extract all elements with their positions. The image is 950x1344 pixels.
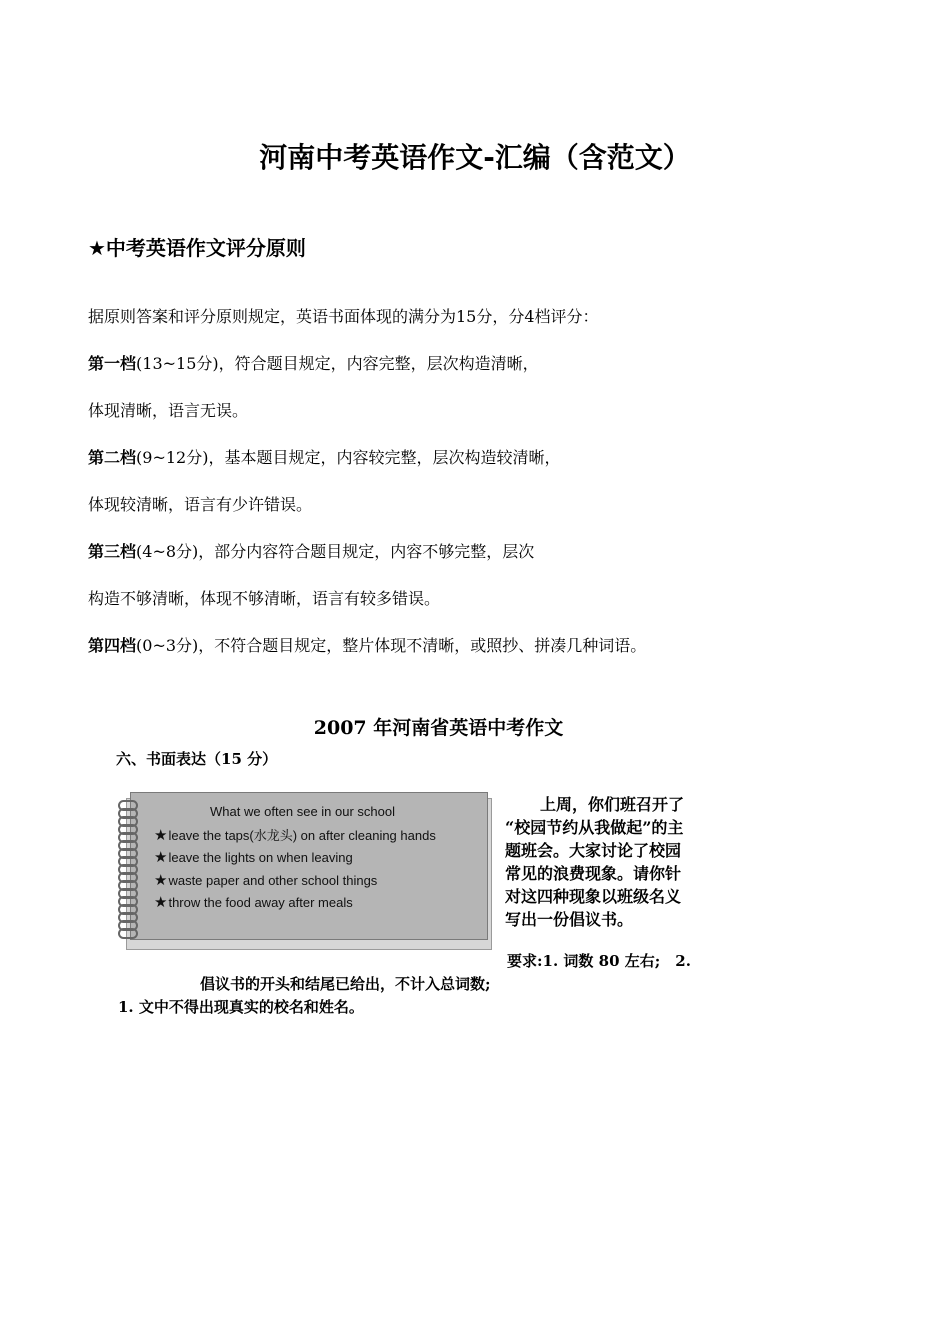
task-heading: 六、书面表达（15 分） — [116, 750, 278, 768]
grade-1-continuation: 体现清晰，语言无误。 — [88, 401, 249, 420]
notepad-item — [154, 848, 353, 866]
star-icon: ★ — [154, 872, 168, 889]
grade-2-continuation: 体现较清晰，语言有少许错误。 — [88, 495, 313, 514]
section-heading: ★中考英语作文评分原则 — [88, 236, 306, 260]
notepad-item-text: throw the food away after meals — [168, 895, 353, 910]
grade-1-range: (13~15分) — [136, 354, 219, 373]
spiral-ring — [118, 928, 138, 939]
requirement-line: 要求:1. 词数 80 左右; 2. — [507, 952, 691, 970]
grade-3-range: (4~8分) — [136, 542, 199, 561]
notepad-image — [116, 790, 491, 950]
notepad-item-text: leave the taps(水龙头) on after cleaning hands — [168, 828, 436, 843]
requirement-line: 倡议书的开头和结尾已给出，不计入总词数; — [200, 975, 491, 993]
grade-2-text: ，基本题目规定，内容较完整，层次构造较清晰， — [208, 448, 561, 467]
notepad-heading: What we often see in our school — [210, 804, 395, 819]
task-description-line: 上周，你们班召开了 — [540, 795, 685, 814]
notepad-item — [154, 825, 436, 844]
grade-4-text: ，不符合题目规定，整片体现不清晰，或照抄、拼凑几种词语。 — [198, 636, 647, 655]
notepad-item-text: leave the lights on when leaving — [168, 850, 353, 865]
grade-2-line — [88, 445, 560, 468]
task-description-line: 写出一份倡议书。 — [505, 910, 634, 929]
star-icon: ★ — [154, 849, 168, 866]
notepad-item-text: waste paper and other school things — [168, 873, 378, 888]
grade-3-text: ，部分内容符合题目规定，内容不够完整，层次 — [198, 542, 535, 561]
grade-2-label: 第二档 — [88, 448, 137, 467]
grade-3-continuation: 构造不够清晰，体现不够清晰，语言有较多错误。 — [88, 589, 441, 608]
document-title: 河南中考英语作文-汇编（含范文） — [259, 141, 691, 174]
grade-4-range: (0~3分) — [136, 636, 199, 655]
grade-4-line — [88, 633, 646, 656]
requirement-line: 1. 文中不得出现真实的校名和姓名。 — [118, 998, 364, 1016]
star-icon: ★ — [154, 894, 168, 911]
task-description-line: 常见的浪费现象。请你针 — [505, 864, 682, 883]
notepad-item — [154, 893, 353, 911]
grade-1-line — [88, 351, 539, 374]
task-description-line: 题班会。大家讨论了校园 — [505, 841, 682, 860]
star-icon: ★ — [154, 827, 168, 844]
grade-3-label: 第三档 — [88, 542, 137, 561]
grade-4-label: 第四档 — [88, 636, 137, 655]
intro-paragraph: 据原则答案和评分原则规定，英语书面体现的满分为15分，分4档评分： — [88, 307, 599, 326]
notepad-item — [154, 871, 377, 889]
exam-title: 2007 年河南省英语中考作文 — [313, 717, 564, 739]
grade-2-range: (9~12分) — [136, 448, 209, 467]
grade-3-line — [88, 539, 534, 562]
grade-1-label: 第一档 — [88, 354, 137, 373]
grade-1-text: ，符合题目规定，内容完整，层次构造清晰， — [218, 354, 539, 373]
task-description-line: 对这四种现象以班级名义 — [505, 887, 682, 906]
task-description-line: “校园节约从我做起”的主 — [505, 818, 684, 837]
